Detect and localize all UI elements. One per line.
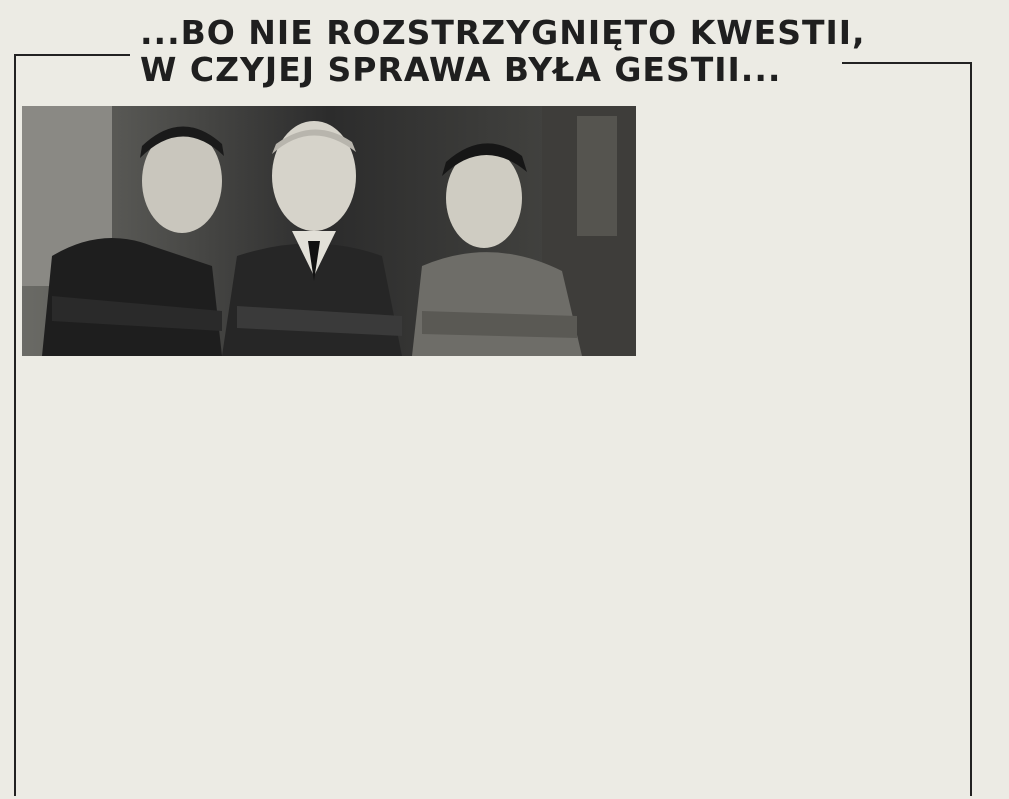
frame-border-right bbox=[842, 62, 972, 796]
headline bbox=[140, 14, 866, 88]
headline-line-1: ...BO NIE ROZSTRZYGNIĘTO KWESTII, bbox=[140, 13, 866, 52]
photo-illustration bbox=[22, 106, 636, 356]
photo bbox=[22, 106, 636, 356]
headline-line-2: W CZYJEJ SPRAWA BYŁA GESTII... bbox=[140, 50, 782, 89]
